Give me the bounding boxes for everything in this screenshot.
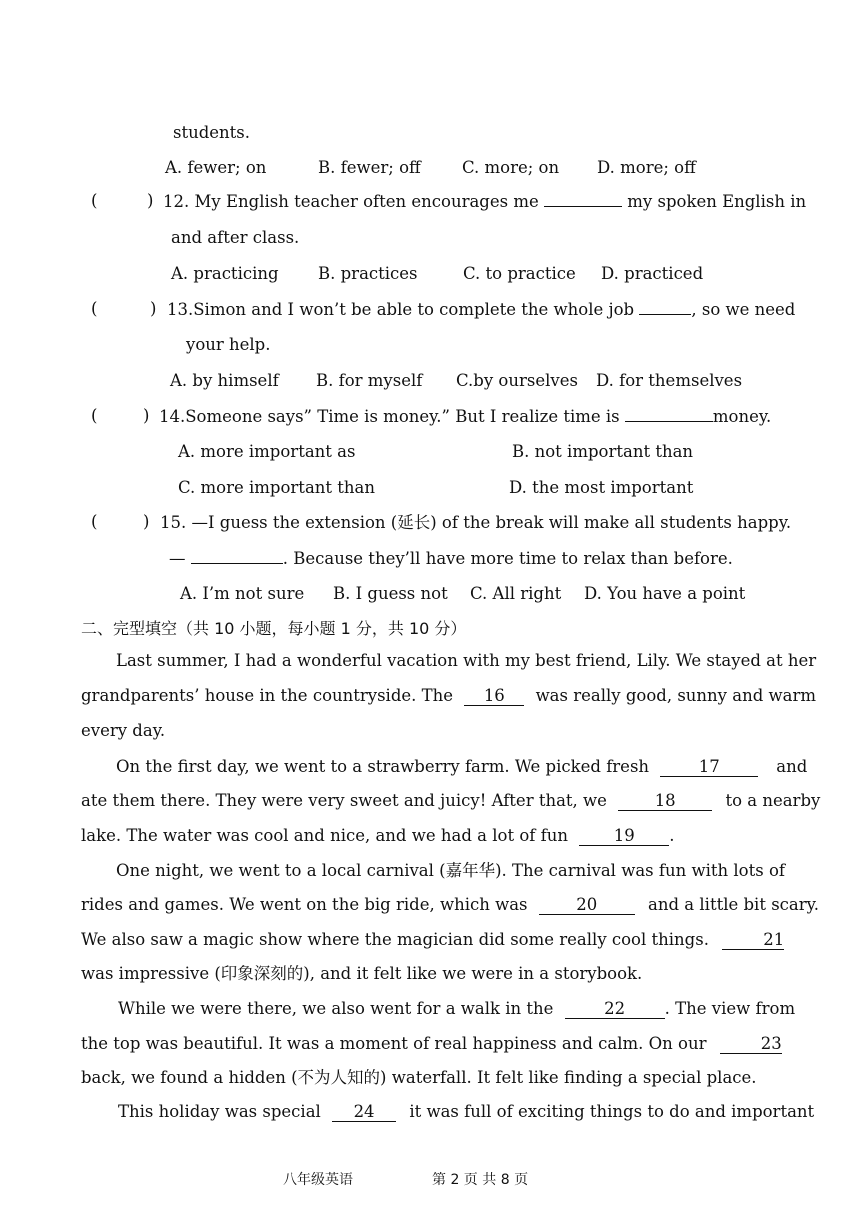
passage-line: was impressive (印象深刻的), and it felt like we were in a storybook.: [81, 964, 643, 983]
blank-23[interactable]: 23: [720, 1035, 782, 1054]
q13-option-a: A. by himself: [170, 371, 279, 390]
passage-line: [81, 685, 816, 707]
question-13: [167, 299, 795, 321]
passage-line: [81, 894, 819, 916]
passage-text: was really good, sunny and warm: [535, 686, 817, 705]
q12-option-a: A. practicing: [171, 264, 279, 283]
passage-text: On the first day, we went to a strawberry farm. We picked fresh: [116, 757, 650, 776]
blank-19[interactable]: 19: [579, 827, 669, 846]
answer-blank[interactable]: [639, 314, 691, 315]
passage-line: every day.: [81, 721, 166, 740]
passage-line: One night, we went to a local carnival (嘉年华). The carnival was fun with lots of: [116, 861, 785, 880]
q13-option-d: D. for themselves: [596, 371, 743, 390]
passage-text: . The view from: [664, 999, 796, 1018]
question-15: [160, 512, 791, 534]
q11-option-a: A. fewer; on: [165, 158, 267, 177]
question-number: 15.: [160, 513, 187, 532]
passage-text: it was full of exciting things to do and important: [409, 1102, 815, 1121]
passage-line: [81, 1033, 782, 1055]
answer-bracket-13[interactable]: (: [91, 299, 98, 318]
passage-line: [116, 756, 807, 778]
passage-text: to a nearby: [725, 791, 821, 810]
question-text: Someone says” Time is money.” But I realize time is: [185, 407, 620, 426]
question-number: 13.: [167, 300, 194, 319]
passage-line: [81, 929, 784, 951]
footer-page-info: 第 2 页 共 8 页: [432, 1172, 529, 1188]
q13-option-c: C.by ourselves: [456, 371, 578, 390]
passage-text: .: [669, 826, 675, 845]
q15-option-d: D. You have a point: [584, 584, 746, 603]
q11-option-c: C. more; on: [462, 158, 560, 177]
q14-option-d: D. the most important: [509, 478, 694, 497]
footer-subject: 八年级英语: [283, 1172, 353, 1188]
q12-option-d: D. practiced: [601, 264, 704, 283]
q12-option-c: C. to practice: [463, 264, 576, 283]
passage-line: [81, 825, 674, 847]
blank-18[interactable]: 18: [618, 792, 712, 811]
blank-17[interactable]: 17: [660, 758, 758, 777]
passage-line: [81, 790, 820, 812]
passage-line: [118, 1101, 814, 1123]
reply-dash: —: [169, 549, 186, 568]
q11-tail: students.: [173, 123, 251, 142]
passage-text: and a little bit scary.: [648, 895, 820, 914]
q14-option-b: B. not important than: [512, 442, 694, 461]
passage-text: rides and games. We went on the big ride, which was: [81, 895, 528, 914]
question-15-reply: [169, 548, 733, 570]
passage-text: ate them there. They were very sweet and juicy! After that, we: [81, 791, 607, 810]
question-text: Simon and I won’t be able to complete the whole job: [193, 300, 635, 319]
q15-option-a: A. I’m not sure: [180, 584, 305, 603]
q11-option-b: B. fewer; off: [318, 158, 421, 177]
answer-bracket-15[interactable]: (: [91, 512, 98, 531]
passage-line: [118, 998, 795, 1020]
passage-text: This holiday was special: [118, 1102, 321, 1121]
question-number: 14.: [159, 407, 186, 426]
reply-text: . Because they’ll have more time to relax than before.: [282, 549, 733, 568]
blank-24[interactable]: 24: [332, 1103, 396, 1122]
question-number: 12.: [163, 192, 190, 211]
q11-option-d: D. more; off: [597, 158, 696, 177]
passage-text: the top was beautiful. It was a moment of real happiness and calm. On our: [81, 1034, 707, 1053]
question-text-after: , so we need: [691, 300, 796, 319]
section-title: 二、完型填空（共 10 小题，每小题 1 分，共 10 分）: [81, 619, 467, 638]
answer-bracket-15-close: ): [143, 512, 150, 531]
passage-line: Last summer, I had a wonderful vacation with my best friend, Lily. We stayed at her: [116, 651, 817, 670]
answer-bracket-14[interactable]: (: [91, 406, 98, 425]
passage-line: back, we found a hidden (不为人知的) waterfall. It felt like finding a special place.: [81, 1068, 757, 1087]
question-12: [163, 191, 806, 213]
q14-option-c: C. more important than: [178, 478, 376, 497]
answer-bracket-12-close: ): [147, 191, 154, 210]
answer-blank[interactable]: [544, 206, 622, 207]
question-13-continuation: your help.: [186, 335, 271, 354]
blank-22[interactable]: 22: [565, 1000, 665, 1019]
passage-text: lake. The water was cool and nice, and we had a lot of fun: [81, 826, 568, 845]
blank-20[interactable]: 20: [539, 896, 635, 915]
question-text-after: money.: [712, 407, 772, 426]
blank-21[interactable]: 21: [722, 931, 784, 950]
q15-option-c: C. All right: [470, 584, 562, 603]
question-text: My English teacher often encourages me: [194, 192, 539, 211]
question-text-after: my spoken English in: [627, 192, 807, 211]
answer-blank[interactable]: [625, 421, 713, 422]
q14-option-a: A. more important as: [178, 442, 356, 461]
passage-text: We also saw a magic show where the magician did some really cool things.: [81, 930, 709, 949]
question-12-continuation: and after class.: [171, 228, 300, 247]
answer-bracket-13-close: ): [150, 299, 157, 318]
answer-bracket-14-close: ): [143, 406, 150, 425]
q13-option-b: B. for myself: [316, 371, 423, 390]
q15-option-b: B. I guess not: [333, 584, 448, 603]
passage-text: While we were there, we also went for a walk in the: [118, 999, 554, 1018]
question-text: —I guess the extension (延长) of the break will make all students happy.: [191, 513, 792, 532]
blank-16[interactable]: 16: [464, 687, 524, 706]
answer-blank[interactable]: [191, 563, 283, 564]
passage-text: and: [776, 757, 808, 776]
question-14: [159, 406, 771, 428]
passage-text: grandparents’ house in the countryside. The: [81, 686, 454, 705]
answer-bracket-12[interactable]: (: [91, 191, 98, 210]
q12-option-b: B. practices: [318, 264, 418, 283]
